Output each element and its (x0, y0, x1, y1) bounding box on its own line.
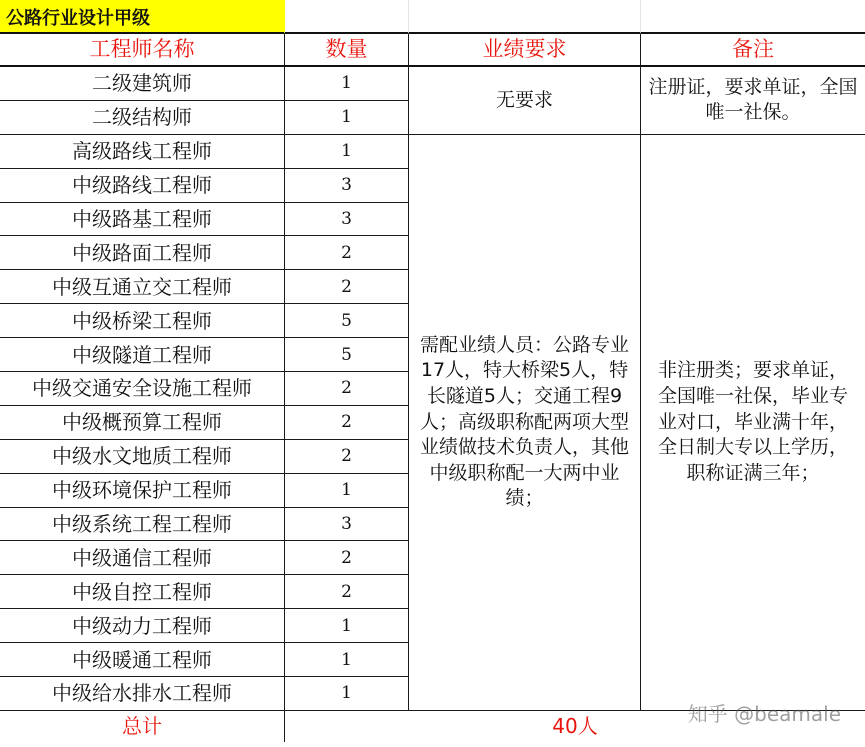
engineer-name-cell: 中级路基工程师 (0, 203, 285, 237)
sheet-title: 公路行业设计甲级 (0, 0, 285, 34)
group1-remark: 注册证，要求单证，全国唯一社保。 (641, 67, 865, 135)
header-engineer-name: 工程师名称 (0, 34, 285, 67)
engineer-name-cell: 中级互通立交工程师 (0, 270, 285, 304)
quantity-cell: 1 (285, 101, 409, 135)
engineer-name-cell: 中级给水排水工程师 (0, 677, 285, 711)
engineer-name-cell: 中级暖通工程师 (0, 643, 285, 677)
engineer-name-cell: 中级桥梁工程师 (0, 304, 285, 338)
blank-cell[interactable] (409, 0, 641, 34)
quantity-cell: 2 (285, 372, 409, 406)
engineer-name-cell: 中级系统工程工程师 (0, 508, 285, 542)
engineer-name-cell: 二级建筑师 (0, 67, 285, 101)
engineer-name-cell: 中级概预算工程师 (0, 406, 285, 440)
quantity-cell: 2 (285, 575, 409, 609)
quantity-cell: 2 (285, 406, 409, 440)
quantity-cell: 1 (285, 677, 409, 711)
engineer-name-cell: 中级路线工程师 (0, 169, 285, 203)
group2-remark: 非注册类；要求单证，全国唯一社保，毕业专业对口，毕业满十年，全日制大专以上学历，职称证满三年； (641, 135, 865, 711)
quantity-cell: 2 (285, 270, 409, 304)
zhihu-watermark: 知乎 @beamale (687, 702, 841, 726)
engineer-name-cell: 高级路线工程师 (0, 135, 285, 169)
engineer-name-cell: 二级结构师 (0, 101, 285, 135)
engineer-name-cell: 中级动力工程师 (0, 609, 285, 643)
engineer-name-cell: 中级环境保护工程师 (0, 474, 285, 508)
quantity-cell: 5 (285, 338, 409, 372)
engineer-name-cell: 中级通信工程师 (0, 541, 285, 575)
engineer-name-cell: 中级路面工程师 (0, 236, 285, 270)
header-quantity: 数量 (285, 34, 409, 67)
quantity-cell: 2 (285, 440, 409, 474)
quantity-cell: 1 (285, 609, 409, 643)
total-value: 40人 (552, 714, 598, 739)
header-remarks: 备注 (641, 34, 865, 67)
total-label: 总计 (0, 711, 285, 742)
quantity-cell: 1 (285, 135, 409, 169)
blank-cell[interactable] (641, 0, 865, 34)
engineer-name-cell: 中级交通安全设施工程师 (0, 372, 285, 406)
blank-cell[interactable] (285, 0, 409, 34)
quantity-cell: 1 (285, 643, 409, 677)
quantity-cell: 3 (285, 169, 409, 203)
engineer-name-cell: 中级水文地质工程师 (0, 440, 285, 474)
quantity-cell: 1 (285, 67, 409, 101)
quantity-cell: 1 (285, 474, 409, 508)
quantity-cell: 2 (285, 541, 409, 575)
engineer-name-cell: 中级自控工程师 (0, 575, 285, 609)
quantity-cell: 2 (285, 236, 409, 270)
header-performance-requirement: 业绩要求 (409, 34, 641, 67)
quantity-cell: 5 (285, 304, 409, 338)
quantity-cell: 3 (285, 508, 409, 542)
quantity-cell: 3 (285, 203, 409, 237)
group2-requirement: 需配业绩人员：公路专业17人，特大桥梁5人，特长隧道5人；交通工程9人；高级职称配两项大型业绩做技术负责人，其他中级职称配一大两中业绩； (409, 135, 641, 711)
engineer-name-cell: 中级隧道工程师 (0, 338, 285, 372)
group1-requirement: 无要求 (409, 67, 641, 135)
